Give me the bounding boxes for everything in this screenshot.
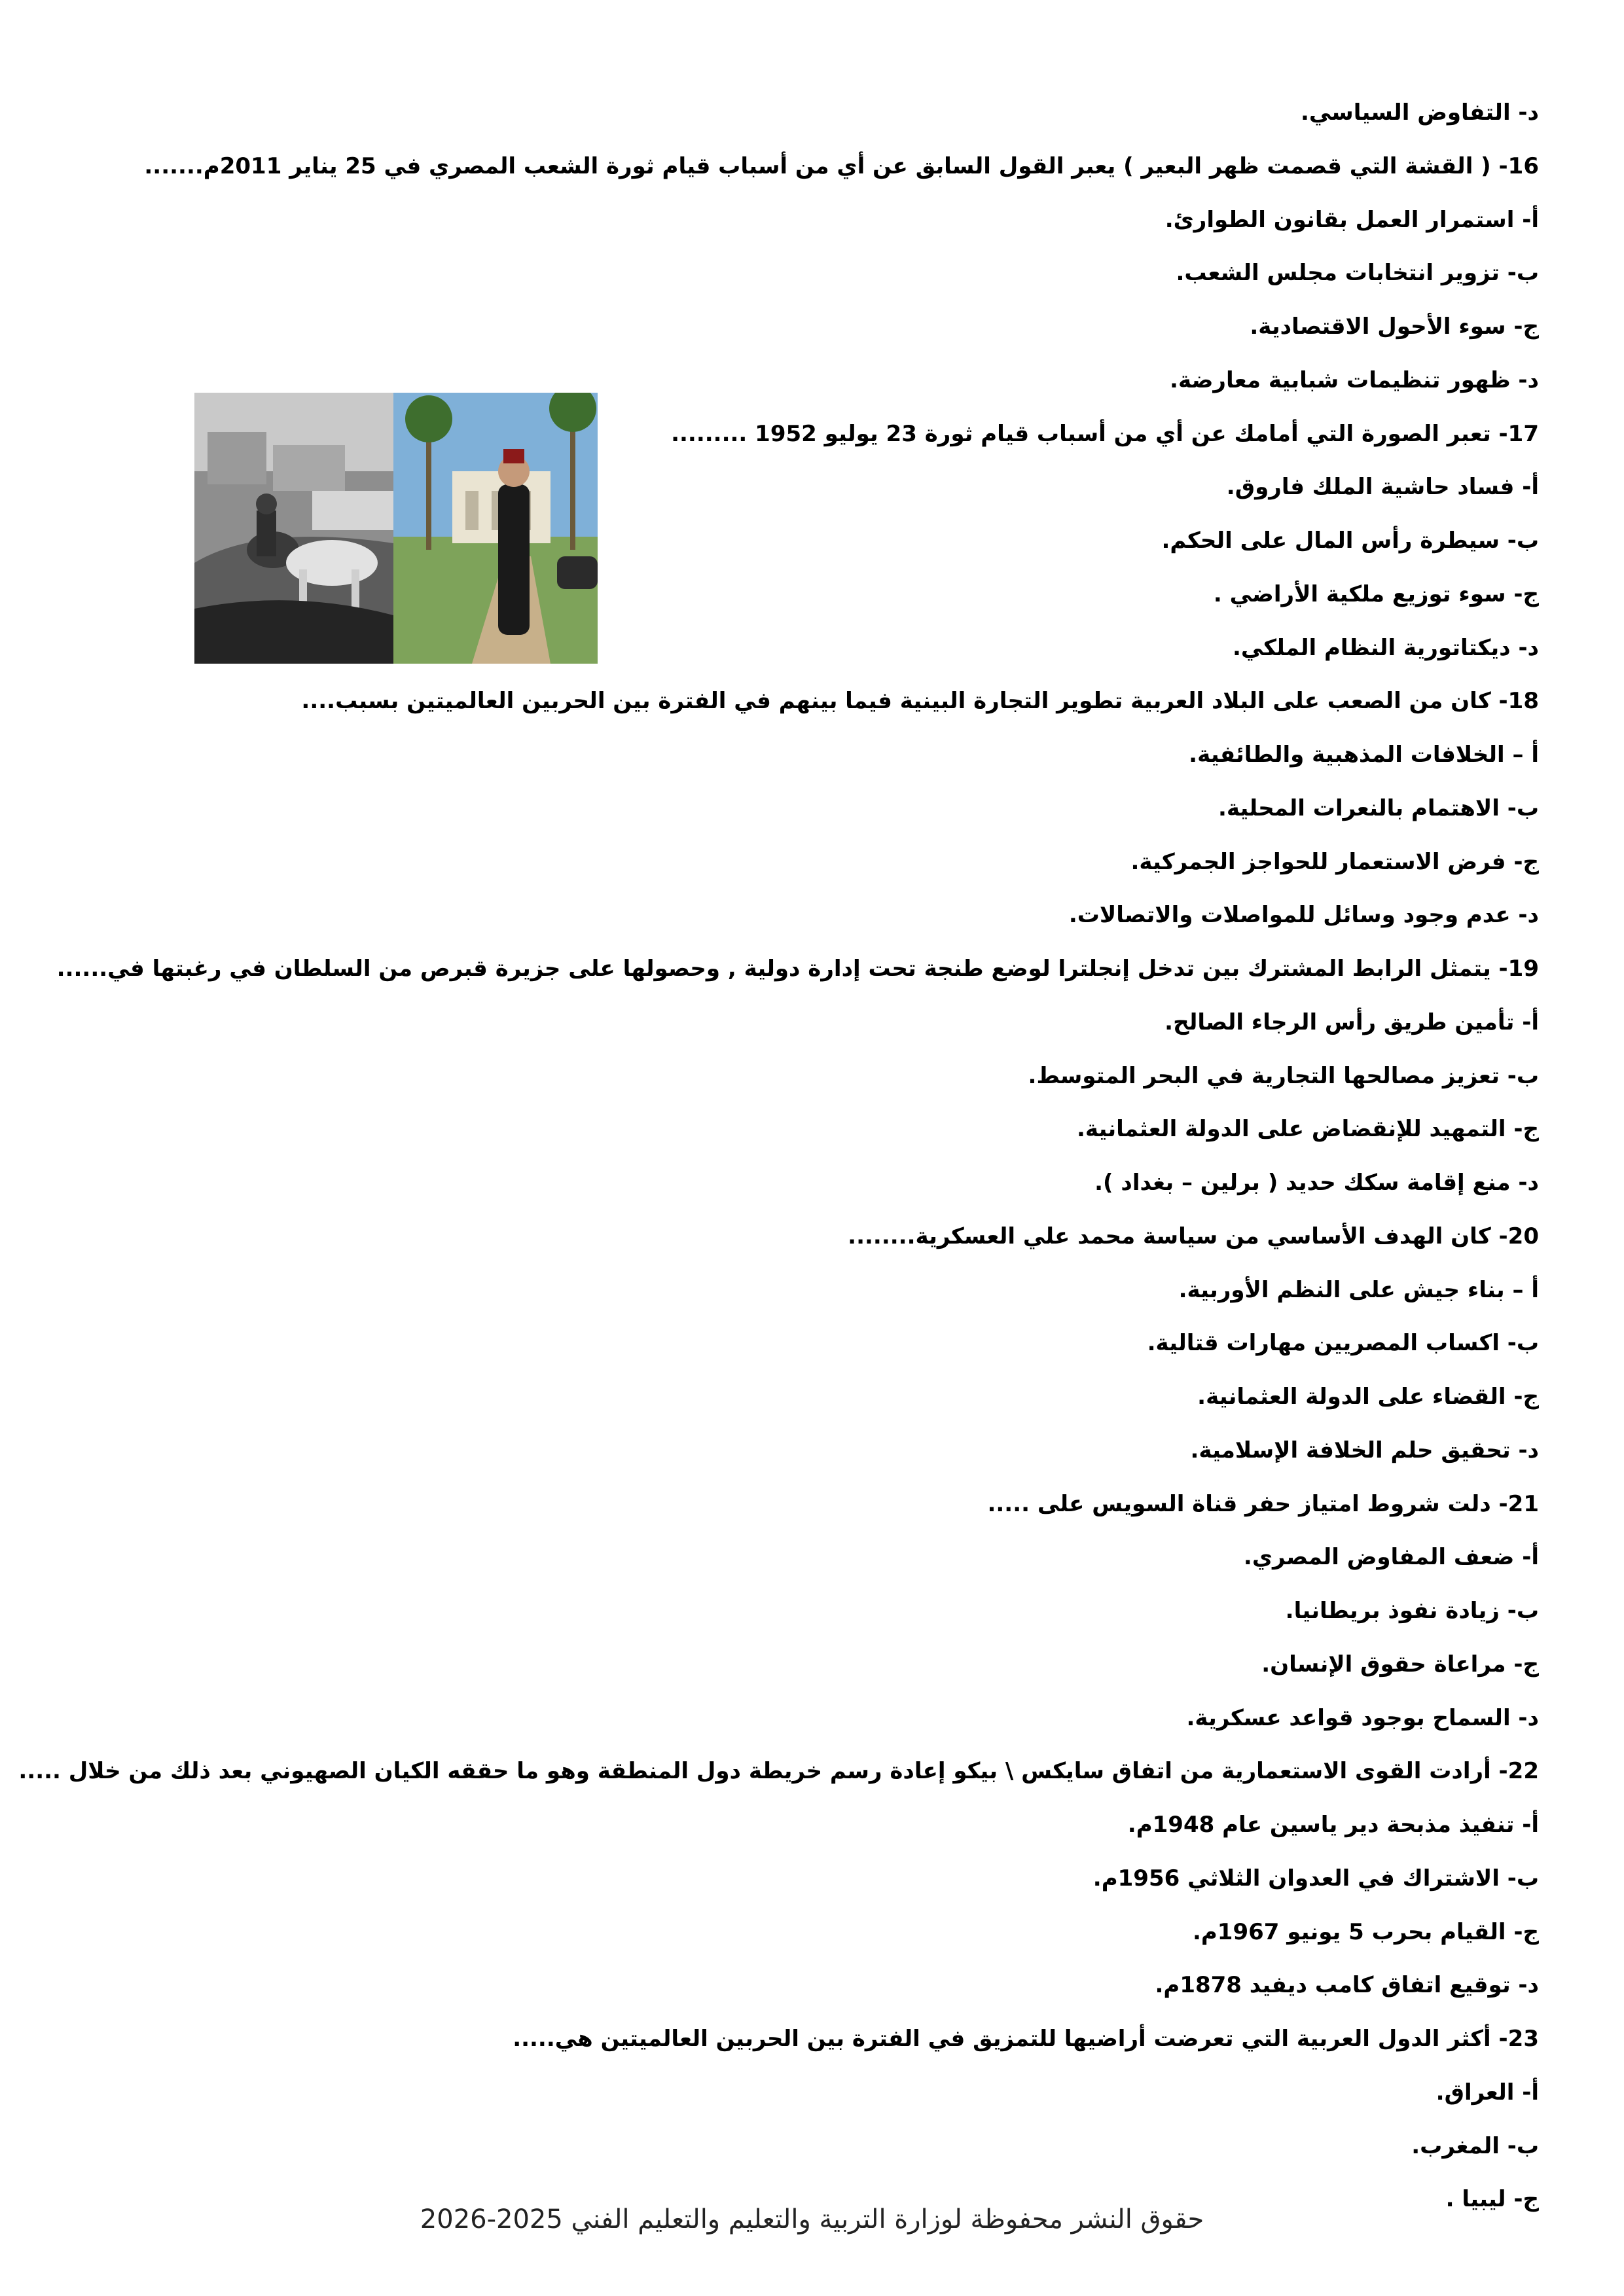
king-palace-photo — [393, 393, 598, 664]
answer-option: د- ظهور تنظيمات شبابية معارضة. — [1170, 367, 1539, 393]
answer-option: د- التفاوض السياسي. — [1300, 99, 1539, 126]
answer-option: د- السماح بوجود قواعد عسكرية. — [1186, 1704, 1539, 1731]
answer-option: أ – الخلافات المذهبية والطائفية. — [1189, 742, 1539, 768]
answer-option: ب- الاشتراك في العدوان الثلاثي 1956م. — [1092, 1865, 1539, 1892]
answer-option: ب- تزوير انتخابات مجلس الشعب. — [1176, 260, 1539, 287]
answer-option: ج- فرض الاستعمار للحواجز الجمركية. — [1130, 848, 1539, 875]
copyright-footer: حقوق النشر محفوظة لوزارة التربية والتعليم والتعليم الفني 2025-2026 — [420, 2204, 1204, 2234]
answer-option: د- منع إقامة سكك حديد ( برلين – بغداد ). — [1094, 1170, 1539, 1196]
answer-option: ج- سوء الأحول الاقتصادية. — [1250, 314, 1539, 340]
answer-option: ج- القيام بحرب 5 يونيو 1967م. — [1192, 1918, 1539, 1945]
answer-option: ب- المغرب. — [1411, 2132, 1539, 2159]
question-text: 21- دلت شروط امتياز حفر قناة السويس على ..... — [987, 1490, 1539, 1517]
answer-option: ب- سيطرة رأس المال على الحكم. — [1161, 528, 1539, 554]
answer-option: د- توقيع اتفاق كامب ديفيد 1878م. — [1155, 1972, 1539, 1999]
answer-option: ج- مراعاة حقوق الإنسان. — [1261, 1651, 1539, 1677]
answer-option: د- ديكتاتورية النظام الملكي. — [1232, 634, 1539, 661]
answer-option: أ- ضعف المفاوض المصري. — [1243, 1544, 1539, 1571]
question-text: 20- كان الهدف الأساسي من سياسة محمد علي العسكرية........ — [848, 1223, 1539, 1249]
answer-option: أ – بناء جيش على النظم الأوربية. — [1178, 1276, 1539, 1303]
answer-option: ج- سوء توزيع ملكية الأراضي . — [1213, 581, 1539, 607]
answer-option: أ- فساد حاشية الملك فاروق. — [1226, 474, 1539, 501]
answer-option: ج- ليبيا . — [1445, 2186, 1539, 2213]
answer-option: أ- العراق. — [1435, 2079, 1539, 2106]
answer-option: ب- تعزيز مصالحها التجارية في البحر المتوسط. — [1028, 1062, 1539, 1089]
question-text: 23- أكثر الدول العربية التي تعرضت أراضيها للتمزيق في الفترة بين الحربين العالميتين هي..... — [513, 2026, 1539, 2052]
question-text: 17- تعبر الصورة التي أمامك عن أي من أسباب قيام ثورة 23 يوليو 1952 ......... — [671, 420, 1539, 447]
question-17-photo — [194, 393, 598, 664]
question-text: 16- ( القشة التي قصمت ظهر البعير ) يعبر القول السابق عن أي من أسباب قيام ثورة الشعب المصري في 25 يناير 2011م....... — [144, 152, 1539, 179]
answer-option: ج- التمهيد للإنقضاض على الدولة العثمانية. — [1077, 1116, 1539, 1143]
answer-option: أ- استمرار العمل بقانون الطوارئ. — [1164, 206, 1539, 233]
answer-option: ب- زيادة نفوذ بريطانيا. — [1285, 1598, 1539, 1624]
question-text: 19- يتمثل الرابط المشترك بين تدخل إنجلترا لوضع طنجة تحت إدارة دولية , وحصولها على جزيرة قبرص من السلطان في رغبتها في...... — [56, 956, 1539, 982]
question-text: 18- كان من الصعب على البلاد العربية تطوير التجارة البينية فيما بينهم في الفترة بين الحربين العالميتين بسبب.... — [301, 688, 1539, 715]
question-text: 22- أرادت القوى الاستعمارية من اتفاق سايكس \ بيكو إعادة رسم خريطة دول المنطقة وهو ما حققه الكيان الصهيوني بعد ذلك من خلال ..... — [18, 1758, 1539, 1785]
answer-option: أ- تأمين طريق رأس الرجاء الصالح. — [1164, 1009, 1539, 1035]
answer-option: ج- القضاء على الدولة العثمانية. — [1197, 1384, 1539, 1410]
answer-option: ب- اكساب المصريين مهارات قتالية. — [1147, 1330, 1539, 1357]
answer-option: د- تحقيق حلم الخلافة الإسلامية. — [1190, 1437, 1539, 1463]
answer-option: ب- الاهتمام بالنعرات المحلية. — [1218, 795, 1539, 821]
answer-option: أ- تنفيذ مذبحة دير ياسين عام 1948م. — [1127, 1812, 1539, 1838]
answer-option: د- عدم وجود وسائل للمواصلات والاتصالات. — [1068, 902, 1539, 929]
peasant-farming-photo — [194, 393, 393, 664]
